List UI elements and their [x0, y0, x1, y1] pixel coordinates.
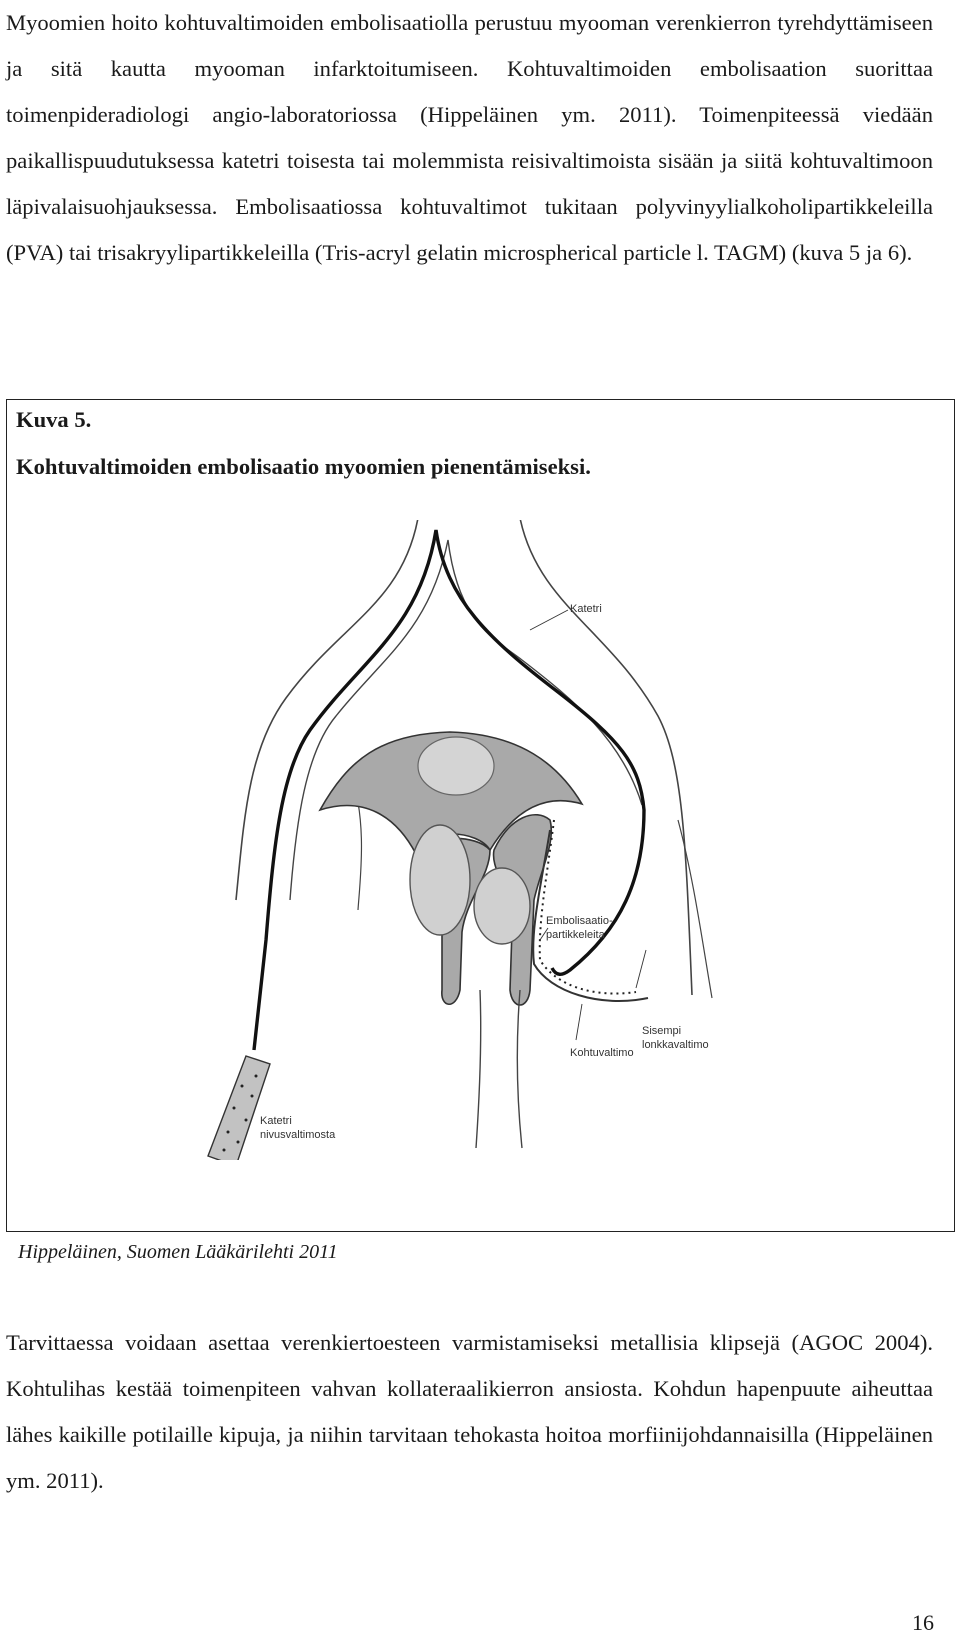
body-paragraph-2: Tarvittaessa voidaan asettaa verenkiertoesteen varmistamiseksi metallisia klipsejä (AGOC 2004). Kohtulihas kestää toimenpiteen vahvan kollateraalikierron ansiosta. Kohdun hapenpuute aiheuttaa lähes kaikille potilaille kipuja, ja niihin tarvitaan tehokasta hoitoa morfiinijohdannaisilla (Hippeläinen ym. 2011). [6, 1330, 933, 1493]
label-katetri-nivus-1: Katetri [260, 1115, 292, 1127]
figure-number: Kuva 5. [16, 407, 92, 432]
figure-title: Kohtuvaltimoiden embolisaatio myoomien pienentämiseksi. [16, 454, 591, 479]
label-katetri: Katetri [570, 603, 602, 615]
figure-source: Hippeläinen, Suomen Lääkärilehti 2011 [18, 1241, 338, 1263]
fibroid-left [410, 825, 470, 935]
fibroid-fundus [418, 737, 494, 795]
label-sisempi-1: Sisempi [642, 1025, 682, 1037]
label-kohtuvaltimo: Kohtuvaltimo [570, 1047, 634, 1059]
uterine-embolization-illustration [190, 520, 750, 1160]
label-sisempi-2: lonkkavaltimo [642, 1039, 709, 1051]
label-embolisaatio-1: Embolisaatio- [546, 915, 613, 927]
label-katetri-nivus-2: nivusvaltimosta [260, 1129, 336, 1141]
cervix [476, 990, 522, 1148]
label-embolisaatio-2: partikkeleita [546, 929, 605, 941]
body-paragraph-1: Myoomien hoito kohtuvaltimoiden embolisaatiolla perustuu myooman verenkierron tyrehdyttämiseen ja sitä kautta myooman infarktoitumiseen. Kohtuvaltimoiden embolisaation suorittaa toimenpideradiologi angio-laboratoriossa (Hippeläinen ym. 2011). Toimenpiteessä viedään paikallispuudutuksessa katetri toisesta tai molemmista reisivaltimoista sisään ja siitä kohtuvaltimoon läpivalaisuohjauksessa. Embolisaatiossa kohtuvaltimot tukitaan polyvinyylialkoholipartikkeleilla (PVA) tai trisakryylipartikkeleilla (Tris-acryl gelatin microspherical particle l. TAGM) (kuva 5 ja 6). [6, 10, 933, 265]
page-number: 16 [912, 1610, 934, 1635]
fibroid-right [474, 868, 530, 944]
catheter-sheath [208, 1056, 270, 1160]
